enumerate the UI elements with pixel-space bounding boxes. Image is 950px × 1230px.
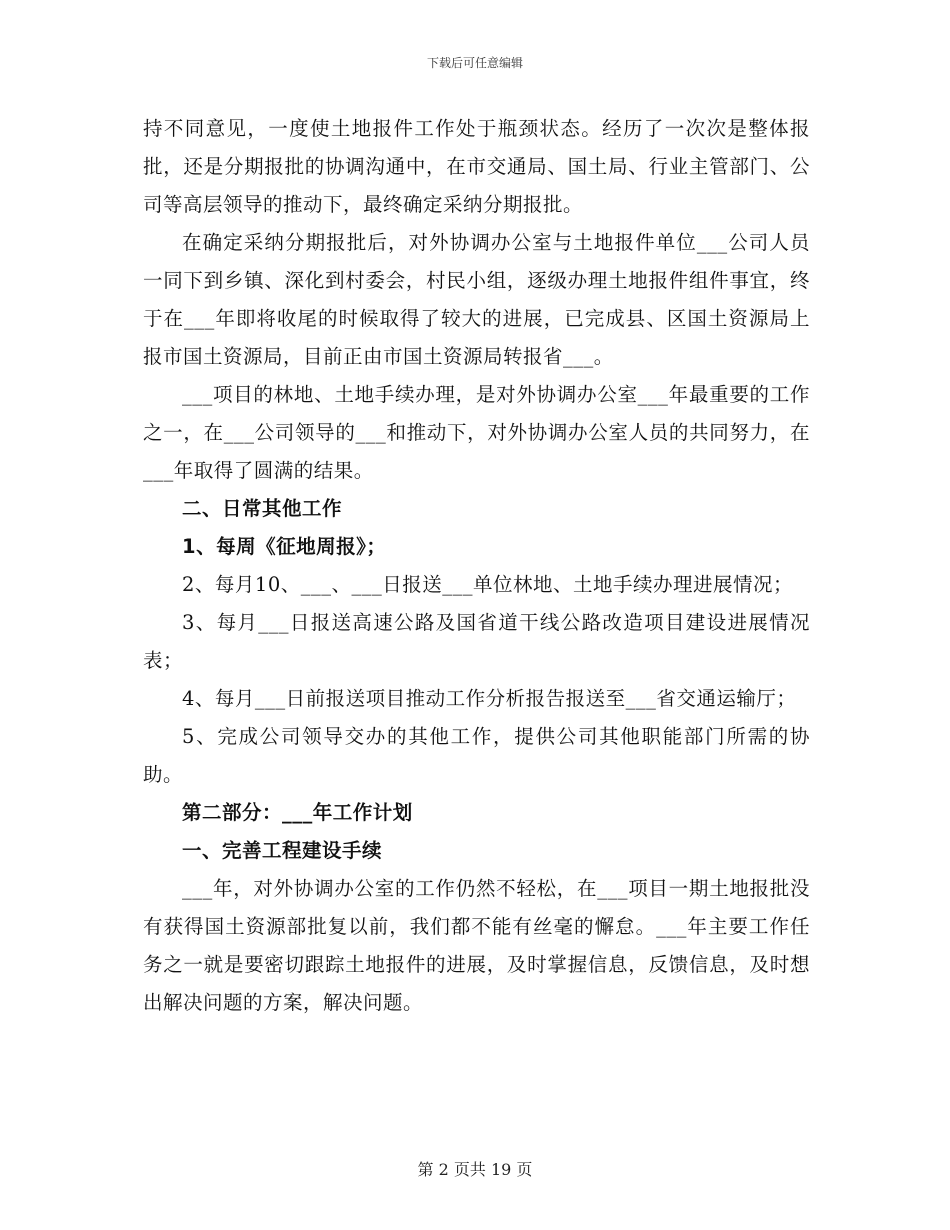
document-body — [143, 110, 810, 1022]
list-item-highway-progress: 3、每月___日报送高速公路及国省道干线公路改造项目建设进展情况表； — [143, 611, 810, 672]
page-footer: 第 2 页共 19 页 — [417, 1160, 533, 1179]
paragraph-land-procedures: ___项目的林地、土地手续办理，是对外协调办公室___年最重要的工作之一，在___公司领导的___和推动下，对外协调办公室人员的共同努力，在___年取得了圆满的结果。 — [143, 383, 810, 482]
page-header: 下载后可任意编辑 — [426, 56, 523, 70]
paragraph-staged-approval: 在确定采纳分期报批后，对外协调办公室与土地报件单位___公司人员一同下到乡镇、深化到村委会，村民小组，逐级办理土地报件组件事宜，终于在___年即将收尾的时候取得了较大的进展，已完成县、区国土资源局上报市国土资源局，目前正由市国土资源局转报省___。 — [143, 231, 810, 368]
list-item-other-tasks: 5、完成公司领导交办的其他工作，提供公司其他职能部门所需的协助。 — [143, 725, 810, 786]
list-item-weekly-report: 1、每周《征地周报》； — [182, 535, 387, 558]
section-heading-daily-work: 二、日常其他工作 — [182, 497, 343, 520]
section-heading-construction-procedures: 一、完善工程建设手续 — [182, 839, 383, 862]
part-heading-work-plan: 第二部分：___年工作计划 — [182, 801, 413, 824]
paragraph-plan-details: ___年，对外协调办公室的工作仍然不轻松，在___项目一期土地报批没有获得国土资源部批复以前，我们都不能有丝毫的懈怠。___年主要工作任务之一就是要密切跟踪土地报件的进展，及时掌握信息，反馈信息，及时想出解决问题的方案，解决问题。 — [143, 877, 810, 1014]
list-item-monthly-progress: 2、每月10、___、___日报送___单位林地、土地手续办理进展情况； — [182, 573, 793, 596]
list-item-analysis-report: 4、每月___日前报送项目推动工作分析报告报送至___省交通运输厅； — [182, 687, 797, 710]
paragraph-continuation: 持不同意见，一度使土地报件工作处于瓶颈状态。经历了一次次是整体报批，还是分期报批的协调沟通中，在市交通局、国土局、行业主管部门、公司等高层领导的推动下，最终确定采纳分期报批。 — [143, 117, 810, 216]
